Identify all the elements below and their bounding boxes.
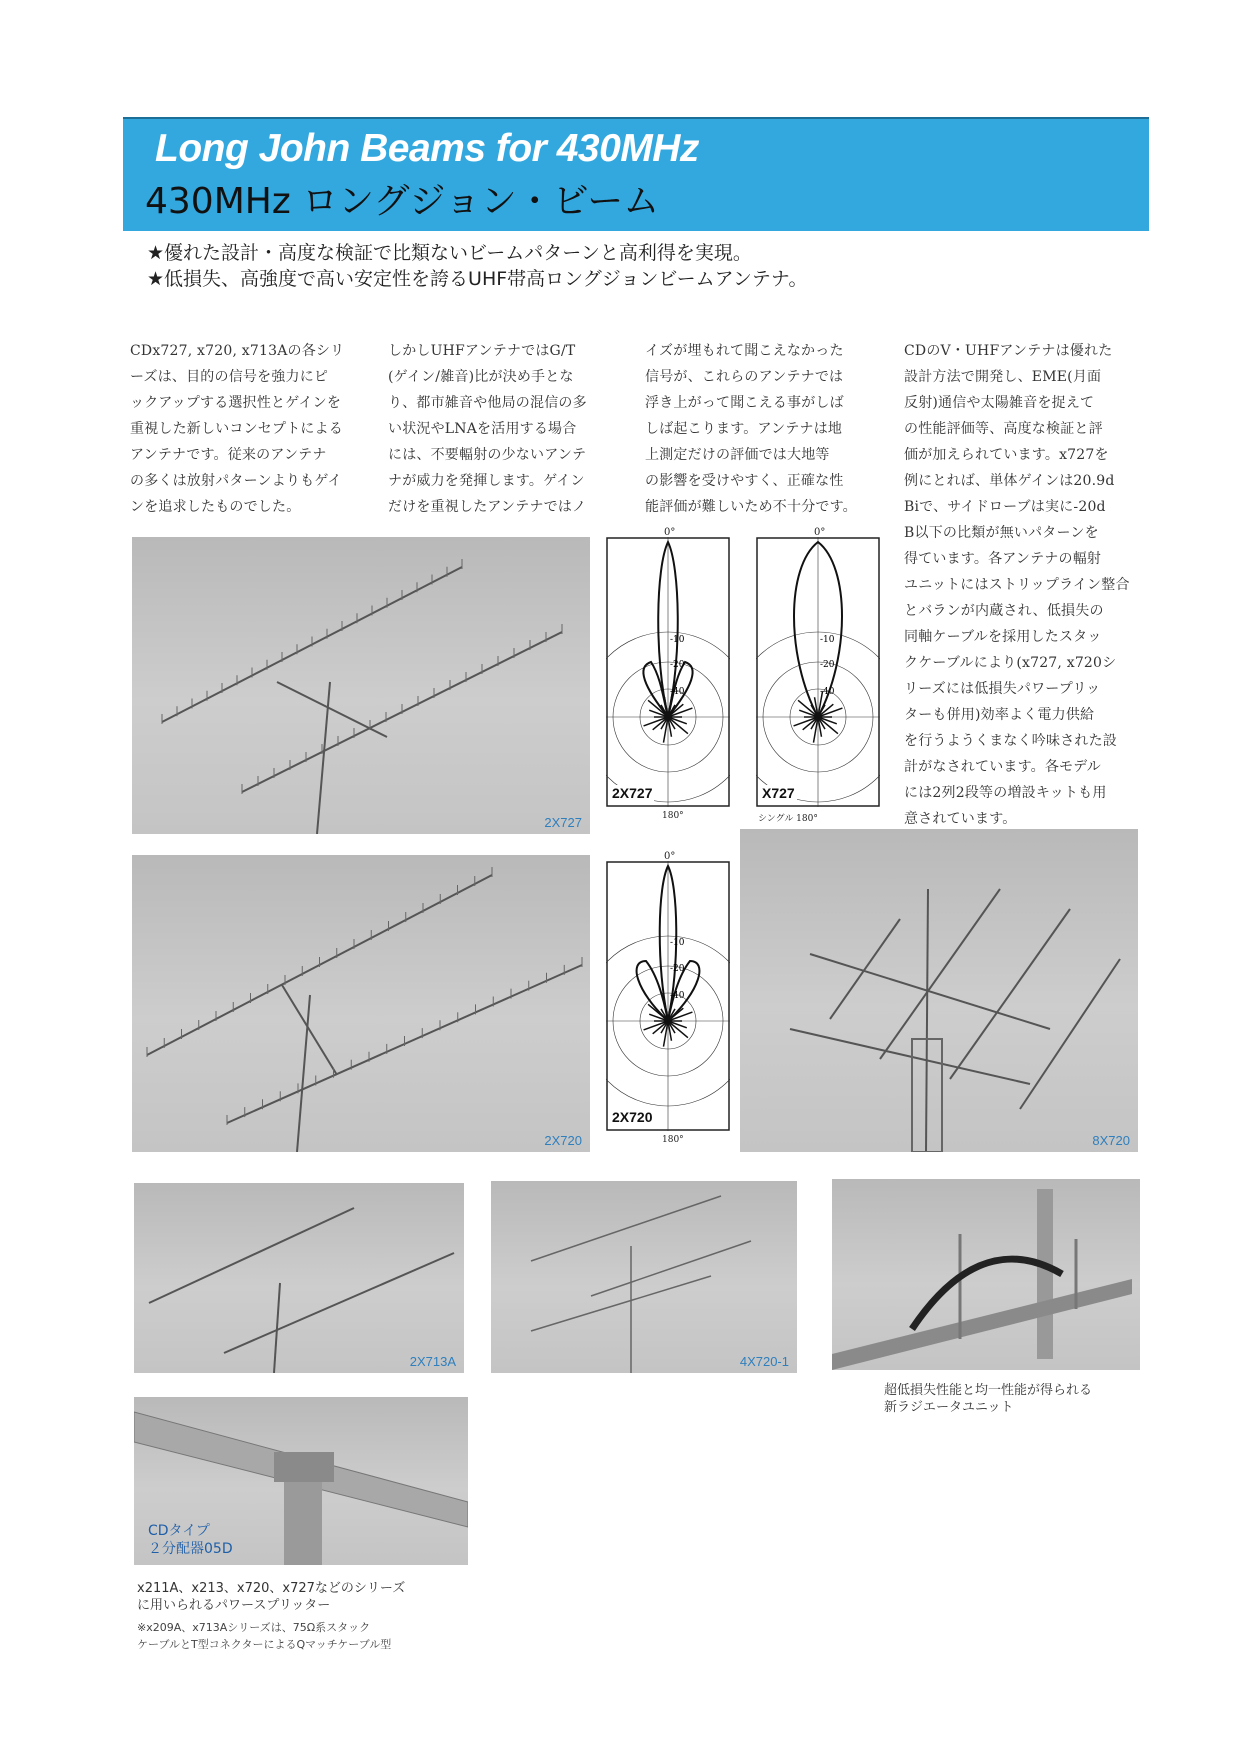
ring-label: -10 xyxy=(820,635,835,645)
photo-8x720 xyxy=(740,829,1138,1152)
feature-line-2: ★低損失、高強度で高い安定性を誇るUHF帯高ロングジョンビームアンテナ。 xyxy=(147,268,808,290)
photo-label: 4X720-1 xyxy=(739,1354,789,1369)
radiation-pattern-x727 xyxy=(756,527,882,825)
photo-radiator-unit xyxy=(832,1179,1140,1370)
polar-chart xyxy=(606,537,730,807)
photo-power-splitter xyxy=(134,1397,468,1565)
splitter-note: ※x209A、x713Aシリーズは、75Ω系スタック ケーブルとT型コネクターによるQマッチケーブル型 xyxy=(137,1621,392,1651)
photo-label: 8X720 xyxy=(1092,1133,1130,1148)
radiation-pattern-2x720 xyxy=(606,851,730,1149)
ring-label: -20 xyxy=(670,660,685,670)
photo-4x720-1 xyxy=(491,1181,797,1373)
pattern-bottom-label: 180° xyxy=(662,811,684,821)
polar-chart xyxy=(606,861,730,1131)
ring-label: -40 xyxy=(820,687,835,697)
radiator-illustration xyxy=(832,1179,1140,1370)
title-japanese: 430MHz ロングジョン・ビーム xyxy=(145,181,660,222)
pattern-bottom-label: 180° xyxy=(662,1135,684,1145)
photo-2x720 xyxy=(132,855,590,1152)
ring-label: -10 xyxy=(670,635,685,645)
ring-label: -40 xyxy=(670,991,685,1001)
body-column-3: イズが埋もれて聞こえなかった 信号が、これらのアンテナでは 浮き上がって聞こえる事がしば しば起こります。アンテナは地 上測定だけの評価では大地等 の影響を受けやすく、正確な性 能評価が難しいため不十分です。 xyxy=(645,343,857,515)
pattern-name: 2X720 xyxy=(612,1109,653,1125)
polar-chart xyxy=(756,537,880,807)
ring-label: -20 xyxy=(670,964,685,974)
splitter-caption: x211A、x213、x720、x727などのシリーズ に用いられるパワースプリッター xyxy=(137,1581,406,1613)
title-banner xyxy=(123,117,1149,231)
pattern-top-label: 0° xyxy=(664,527,676,538)
antenna-illustration xyxy=(132,855,590,1152)
body-column-4: CDのV・UHFアンテナは優れた 設計方法で開発し、EME(月面 反射)通信や太陽雑音を捉えて の性能評価等、高度な検証と評 価が加えられています。x727を 例にとれば、単体ゲインは20.9d Biで、サイドローブは実に-20d B以下の比類が無いパターンを 得ています。各アンテナの輻射 ユニットにはストリップライン整合 とバランが内蔵され、低損失の 同軸ケーブルを採用したスタッ クケーブルにより(x727, x720シ リーズには低損失パワープリッ ターも併用)効率よく電力供給 を行うようくまなく吟味された設 計がなされています。各モデル には2列2段等の増設キットも用 意されています。 xyxy=(904,343,1130,827)
photo-2x713a xyxy=(134,1183,464,1373)
photo-2x727 xyxy=(132,537,590,834)
photo-label: 2X727 xyxy=(544,815,582,830)
photo-label: 2X720 xyxy=(544,1133,582,1148)
radiation-pattern-2x727 xyxy=(606,527,730,825)
pattern-name: 2X727 xyxy=(612,785,653,801)
antenna-illustration xyxy=(491,1181,797,1373)
photo-label: 2X713A xyxy=(409,1354,456,1369)
ring-label: -20 xyxy=(820,660,835,670)
pattern-name: X727 xyxy=(762,785,795,801)
radiator-caption: 超低損失性能と均一性能が得られる 新ラジエータユニット xyxy=(884,1383,1093,1415)
ring-label: -40 xyxy=(670,687,685,697)
pattern-top-label: 0° xyxy=(814,527,826,538)
body-column-1: CDx727, x720, x713Aの各シリ ーズは、目的の信号を強力にピ ックアップする選択性とゲインを 重視した新しいコンセプトによる アンテナです。従来のアンテナ の多くは放射パターンよりもゲイ ンを追求したものでした。 xyxy=(130,343,345,515)
ring-label: -10 xyxy=(670,938,685,948)
body-column-2: しかしUHFアンテナではG/T (ゲイン/雑音)比が決め手とな り、都市雑音や他局の混信の多 い状況やLNAを活用する場合 には、不要輻射の少ないアンテ ナが威力を発揮します。ゲイン だけを重視したアンテナではノ xyxy=(388,343,587,515)
pattern-top-label: 0° xyxy=(664,851,676,862)
antenna-illustration xyxy=(132,537,590,834)
splitter-overlay-label: CDタイプ ２分配器05D xyxy=(148,1523,233,1557)
title-english: Long John Beams for 430MHz xyxy=(155,127,699,170)
antenna-illustration xyxy=(740,829,1138,1152)
antenna-illustration xyxy=(134,1183,464,1373)
pattern-bottom-label: シングル 180° xyxy=(758,814,818,824)
feature-line-1: ★優れた設計・高度な検証で比類ないビームパターンと高利得を実現。 xyxy=(147,242,752,264)
